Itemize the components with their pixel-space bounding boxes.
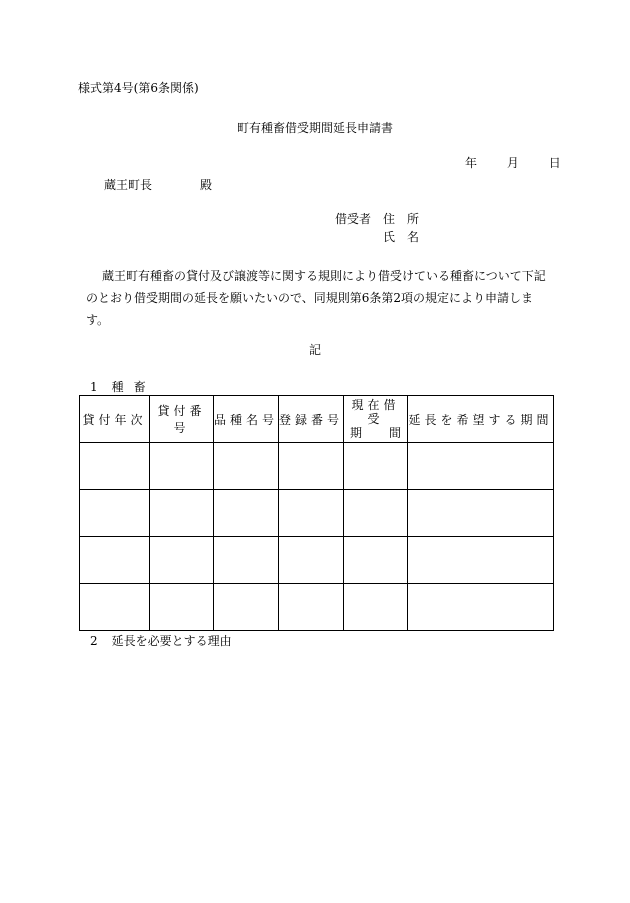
cell-registration-number[interactable] bbox=[279, 537, 344, 584]
header-registration-number: 登録番号 bbox=[279, 396, 344, 443]
section-1-number: 1 bbox=[90, 380, 98, 394]
cell-registration-number[interactable] bbox=[279, 490, 344, 537]
cell-breed-name[interactable] bbox=[214, 537, 279, 584]
body-paragraph: 蔵王町有種畜の貸付及び譲渡等に関する規則により借受けている種畜について下記のとおり借受期間の延長を願いたいので、同規則第6条第2項の規定により申請します。 bbox=[86, 269, 546, 327]
applicant-role: 借受者 bbox=[335, 212, 372, 226]
cell-loan-number[interactable] bbox=[150, 584, 214, 631]
breeding-stock-table bbox=[79, 395, 554, 631]
date-line bbox=[465, 156, 561, 170]
ki-heading: 記 bbox=[308, 343, 321, 357]
form-number: 様式第4号(第6条関係) bbox=[78, 81, 199, 95]
cell-breed-name[interactable] bbox=[214, 490, 279, 537]
date-day-label: 日 bbox=[548, 156, 561, 170]
cell-loan-year[interactable] bbox=[80, 584, 150, 631]
header-current-loan-line1: 現在借受 bbox=[351, 398, 400, 426]
cell-current-loan-period[interactable] bbox=[344, 443, 408, 490]
header-current-loan-line2: 期間 bbox=[350, 426, 401, 440]
addressee bbox=[104, 178, 212, 192]
applicant-name-row bbox=[383, 230, 431, 244]
header-current-loan-period bbox=[344, 396, 408, 443]
cell-loan-year[interactable] bbox=[80, 490, 150, 537]
cell-current-loan-period[interactable] bbox=[344, 490, 408, 537]
cell-desired-extension-period[interactable] bbox=[408, 584, 554, 631]
section-1-heading bbox=[90, 380, 156, 394]
cell-current-loan-period[interactable] bbox=[344, 584, 408, 631]
table-row bbox=[80, 537, 554, 584]
cell-desired-extension-period[interactable] bbox=[408, 443, 554, 490]
date-year-label: 年 bbox=[465, 156, 478, 170]
cell-breed-name[interactable] bbox=[214, 584, 279, 631]
cell-loan-number[interactable] bbox=[150, 490, 214, 537]
name-label: 氏名 bbox=[383, 230, 432, 244]
cell-loan-number[interactable] bbox=[150, 537, 214, 584]
section-2-heading bbox=[90, 634, 232, 648]
addressee-honorific: 殿 bbox=[200, 178, 213, 192]
cell-desired-extension-period[interactable] bbox=[408, 537, 554, 584]
cell-loan-year[interactable] bbox=[80, 537, 150, 584]
table-row bbox=[80, 490, 554, 537]
addressee-name: 蔵王町長 bbox=[104, 178, 153, 192]
date-month-label: 月 bbox=[506, 156, 519, 170]
section-2-number: 2 bbox=[90, 634, 98, 648]
cell-breed-name[interactable] bbox=[214, 443, 279, 490]
cell-desired-extension-period[interactable] bbox=[408, 490, 554, 537]
table-row bbox=[80, 584, 554, 631]
header-desired-extension-period: 延長を希望する期間 bbox=[408, 396, 554, 443]
header-loan-number: 貸付番号 bbox=[150, 396, 214, 443]
header-loan-year: 貸付年次 bbox=[80, 396, 150, 443]
table-header-row bbox=[80, 396, 554, 443]
cell-current-loan-period[interactable] bbox=[344, 537, 408, 584]
section-1-title: 種畜 bbox=[111, 380, 156, 394]
section-2-title: 延長を必要とする理由 bbox=[111, 634, 232, 648]
cell-loan-number[interactable] bbox=[150, 443, 214, 490]
address-label: 住所 bbox=[383, 212, 432, 226]
cell-registration-number[interactable] bbox=[279, 443, 344, 490]
header-breed-name: 品種名号 bbox=[214, 396, 279, 443]
applicant-address-row bbox=[335, 212, 431, 226]
document-title: 町有種畜借受期間延長申請書 bbox=[236, 121, 393, 135]
cell-loan-year[interactable] bbox=[80, 443, 150, 490]
cell-registration-number[interactable] bbox=[279, 584, 344, 631]
table-row bbox=[80, 443, 554, 490]
